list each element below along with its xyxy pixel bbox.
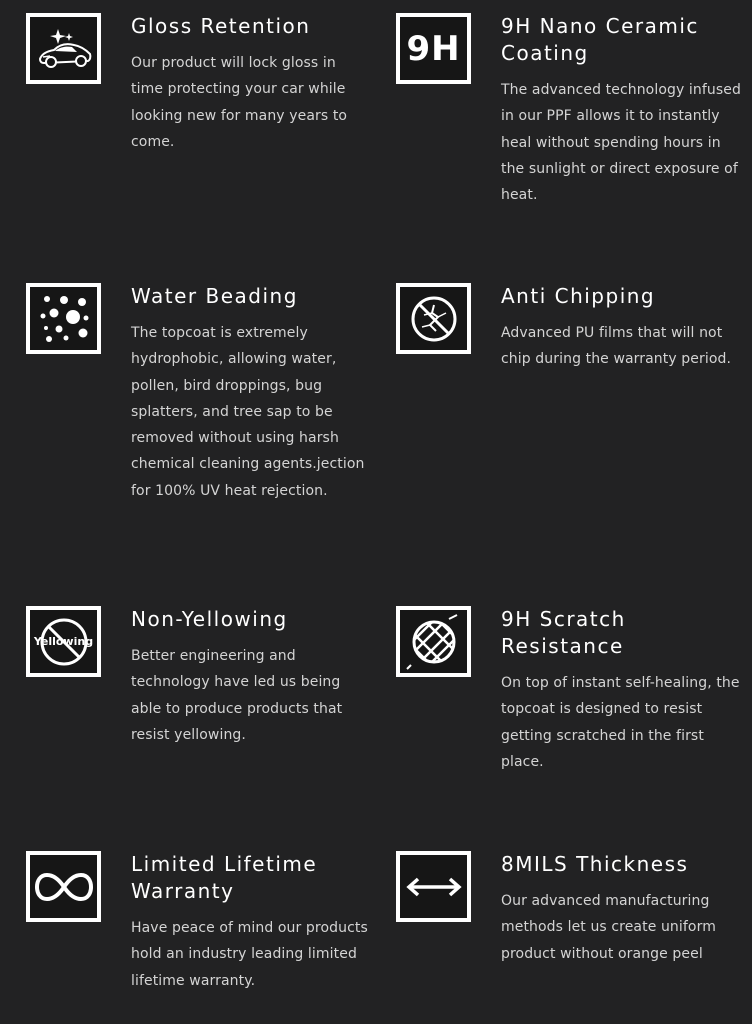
feature-title: Water Beading bbox=[131, 284, 298, 308]
feature-description: The topcoat is extremely hydrophobic, allowing water, pollen, bird droppings, bug splatters, and tree sap to be removed without using harsh chemical cleaning agents.jection for 100% UV heat rejection. bbox=[131, 325, 365, 499]
feature-title: Limited Lifetime Warranty bbox=[131, 852, 318, 903]
double-arrow-icon bbox=[396, 851, 471, 922]
feature-title: 9H Nano Ceramic Coating bbox=[501, 14, 699, 65]
scratch-resistance-icon bbox=[396, 606, 471, 677]
9h-icon-text: 9H bbox=[406, 28, 461, 69]
feature-description: Advanced PU films that will not chip during the warranty period. bbox=[501, 325, 732, 368]
9h-icon bbox=[396, 13, 471, 84]
infinity-icon bbox=[26, 851, 101, 922]
feature-title: Non-Yellowing bbox=[131, 607, 288, 631]
feature-title: 8MILS Thickness bbox=[501, 852, 689, 876]
yellowing-label: Yellowing bbox=[33, 635, 94, 648]
feature-description: The advanced technology infused in our PPF allows it to instantly heal without spending hours in the sunlight or direct exposure of heat. bbox=[501, 82, 741, 204]
water-drops-icon bbox=[26, 283, 101, 354]
feature-title: 9H Scratch Resistance bbox=[501, 607, 626, 658]
feature-title: Anti Chipping bbox=[501, 284, 656, 308]
anti-chip-icon bbox=[396, 283, 471, 354]
feature-description: Our advanced manufacturing methods let us create uniform product without orange peel bbox=[501, 893, 716, 962]
feature-description: Have peace of mind our products hold an industry leading limited lifetime warranty. bbox=[131, 920, 368, 989]
feature-description: Our product will lock gloss in time protecting your car while looking new for many years to come. bbox=[131, 55, 348, 150]
no-yellowing-icon bbox=[26, 606, 101, 677]
feature-description: On top of instant self-healing, the topcoat is designed to resist getting scratched in the first place. bbox=[501, 675, 740, 770]
car-gloss-icon bbox=[26, 13, 101, 84]
feature-title: Gloss Retention bbox=[131, 14, 311, 38]
feature-description: Better engineering and technology have led us being able to produce products that resist yellowing. bbox=[131, 648, 343, 743]
